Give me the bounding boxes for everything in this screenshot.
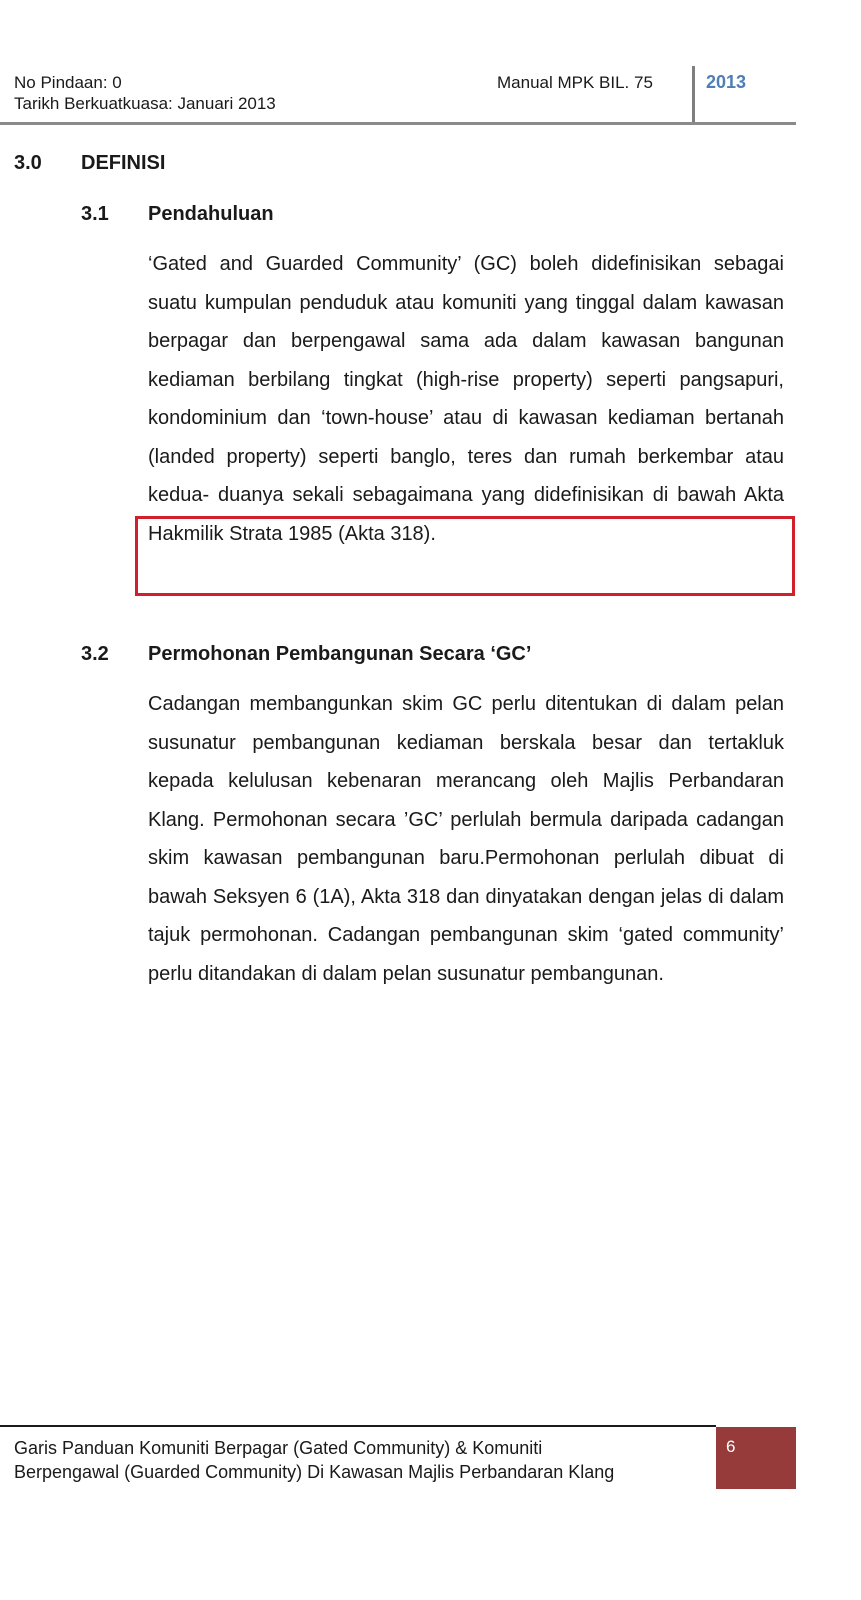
- manual-reference: Manual MPK BIL. 75: [497, 73, 653, 92]
- page-number: 6: [716, 1427, 796, 1489]
- section-number: 3.0: [14, 152, 42, 174]
- subsection-number-3-2: 3.2: [81, 643, 109, 665]
- footer-line-2: Berpengawal (Guarded Community) Di Kawasan Majlis Perbandaran Klang: [14, 1462, 615, 1482]
- effective-date: Tarikh Berkuatkuasa: Januari 2013: [14, 94, 276, 113]
- red-highlight-box: [135, 516, 795, 596]
- document-header-info: [14, 72, 276, 114]
- paragraph-pendahuluan: ‘Gated and Guarded Community’ (GC) boleh didefinisikan sebagai suatu kumpulan penduduk atau komuniti yang tinggal dalam kawasan berpagar dan berpengawal sama ada dalam kawasan bangunan kediaman berbilang tingkat (high-rise property) seperti pangsapuri, kondominium dan ‘town-house’ atau di kawasan kediaman bertanah (landed property) seperti banglo, teres dan rumah berkembar atau kedua- duanya sekali sebagaimana yang didefinisikan di bawah Akta Hakmilik Strata 1985 (Akta 318).: [148, 253, 784, 545]
- footer-rule: [0, 1425, 716, 1427]
- header-year: 2013: [706, 72, 747, 92]
- header-divider: [692, 66, 695, 124]
- header-rule: [0, 122, 796, 125]
- section-title: DEFINISI: [81, 152, 166, 174]
- footer-title: [14, 1436, 704, 1484]
- subsection-number-3-1: 3.1: [81, 203, 109, 225]
- footer-line-1: Garis Panduan Komuniti Berpagar (Gated Community) & Komuniti: [14, 1438, 543, 1458]
- subsection-title-3-2: Permohonan Pembangunan Secara ‘GC’: [148, 643, 532, 665]
- amendment-number: No Pindaan: 0: [14, 73, 122, 92]
- subsection-title-3-1: Pendahuluan: [148, 203, 274, 225]
- paragraph-permohonan: Cadangan membangunkan skim GC perlu ditentukan di dalam pelan susunatur pembangunan kediaman berskala besar dan tertakluk kepada kelulusan kebenaran merancang oleh Majlis Perbandaran Klang. Permohonan secara ’GC’ perlulah bermula daripada cadangan skim kawasan pembangunan baru.Permohonan perlulah dibuat di bawah Seksyen 6 (1A), Akta 318 dan dinyatakan dengan jelas di dalam tajuk permohonan. Cadangan pembangunan skim ‘gated community’ perlu ditandakan di dalam pelan susunatur pembangunan.: [148, 693, 784, 985]
